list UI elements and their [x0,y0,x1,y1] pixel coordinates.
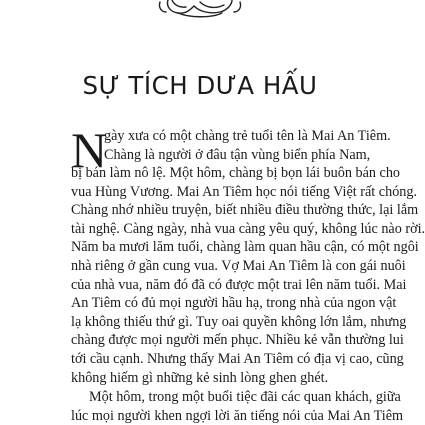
text-line: chàng được mọi người mến phục. Nhiều kẻ vẫn thường lui [71,332,404,349]
drop-cap: N [71,122,108,178]
text-line: Chàng là người ở đâu tận vùng biển phía Nam, [104,146,371,163]
paragraph-2 [71,388,404,425]
text-line: nhà riêng ở gần cung vua. Vợ Mai An Tiêm là con gái nuôi [71,257,406,274]
text-line: lúc mọi người khen ngợi lời ăn tiếng nói của Mai An Tiêm [71,407,404,424]
paragraph-1-body [71,164,425,387]
text-line: gày xưa có một chàng trẻ tuổi tên là Mai An Tiêm. [104,128,391,144]
story-title: SỰ TÍCH DƯA HẤU [82,71,318,100]
text-line: lạ không thiếu thứ gì. Tuy oai quyền không lớn lắm, nhưng [71,313,407,330]
text-line: Một hôm, trong một buổi tiệc đãi các quan khách, giữa [89,389,401,405]
text-line: tài nghệ. Càng ngày, nhà vua càng yêu quý, không lúc nào rời. [71,220,425,237]
text-line: Chàng nhớ nhiều truyện, biết nhiều điều thường thức, lại lắm [71,202,419,219]
text-line: An Tiêm có đủ mọi người hầu hạ, trong nhà của ngon vật [71,295,397,312]
text-line: bị bán làm nô lệ. Một hôm, chàng bị bọn lái buôn bán cho [71,165,401,181]
text-line: vua Hùng Vương. Mai An Tiêm học nói tiếng Việt rất chóng. [71,183,418,200]
text-line: của nhà vua, năm đó đã có được một trai lên năm tuổi. Mai [71,276,407,293]
paragraph-1-opening [104,127,391,164]
text-line: tới cầu cạnh. Nhưng thấy Mai An Tiêm có địa vị cao, cũng [71,350,404,367]
decorative-ornament-icon [0,0,400,24]
text-line: không hiếm gì những kẻ sinh lòng ghen ghét. [71,369,329,386]
text-line: Năm ba mươi lăm tuổi, chàng làm quan hầu cận, có một ngôi [71,239,419,256]
